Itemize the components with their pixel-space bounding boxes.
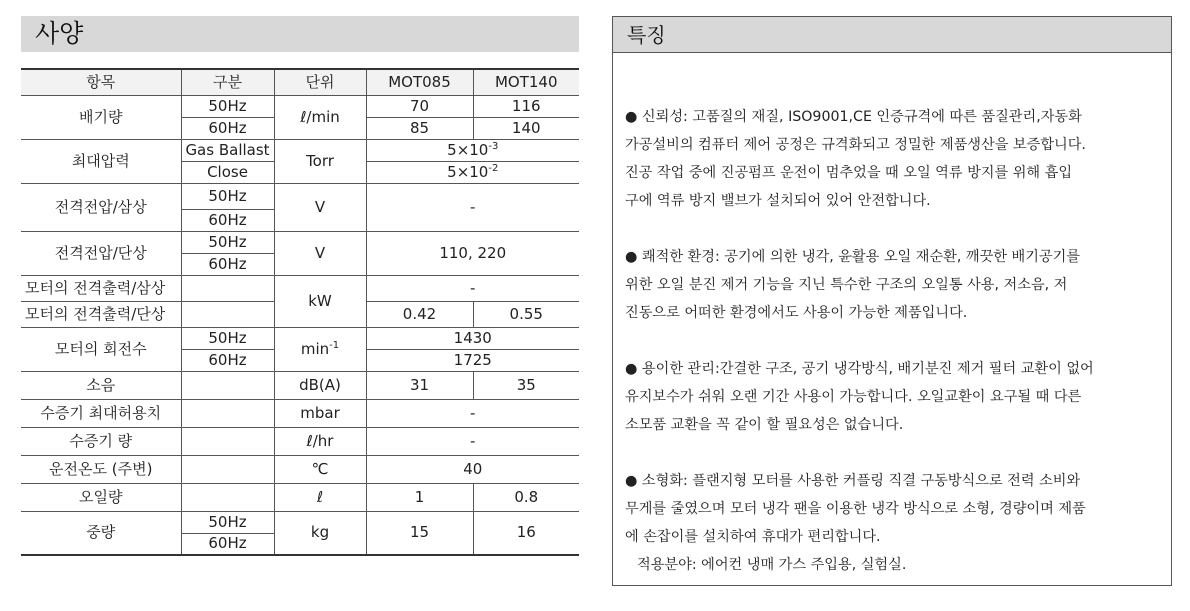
row-label-temperature: 운전온도 (주변) xyxy=(21,455,181,483)
unit-cell: Torr xyxy=(274,139,366,183)
feature-line: 소형화: 플랜지형 모터를 사용한 커플링 직결 구동방식으로 전력 소비와 xyxy=(641,473,1081,489)
value-cell: 31 xyxy=(366,371,473,399)
feature-item-compact xyxy=(625,467,1161,551)
feature-item-reliability xyxy=(625,103,1161,215)
value-cell: 1430 xyxy=(366,327,579,349)
table-row xyxy=(21,139,579,161)
row-label-vapor-max: 수증기 최대허용치 xyxy=(21,399,181,427)
row-label-noise: 소음 xyxy=(21,371,181,399)
table-row xyxy=(21,275,579,301)
feature-line: 가공설비의 컴퓨터 제어 공정은 규격화되고 정밀한 제품생산을 보증합니다. xyxy=(625,137,1086,153)
value-cell: 1 xyxy=(366,483,473,511)
unit-cell: ℓ/hr xyxy=(274,427,366,455)
table-row xyxy=(21,371,579,399)
freq-cell: 60Hz xyxy=(181,349,274,371)
value-cell: 110, 220 xyxy=(366,231,579,275)
header-unit: 단위 xyxy=(274,69,366,95)
table-header-row xyxy=(21,69,579,95)
freq-cell: 60Hz xyxy=(181,253,274,275)
feature-line: 에 손잡이를 설치하여 휴대가 편리합니다. xyxy=(625,529,881,545)
row-label-voltage-1ph: 전격전압/단상 xyxy=(21,231,181,275)
feature-line: 구에 역류 방지 밸브가 설치되어 있어 안전합니다. xyxy=(625,193,931,209)
table-row xyxy=(21,95,579,117)
value-cell: 0.55 xyxy=(473,301,579,327)
table-row xyxy=(21,427,579,455)
unit-cell: kg xyxy=(274,511,366,555)
value-cell: - xyxy=(366,275,579,301)
value-cell: 0.42 xyxy=(366,301,473,327)
row-label-motor-output-1ph: 모터의 전격출력/단상 xyxy=(21,301,181,327)
value-cell: $5\times 10^{-3}$ xyxy=(366,139,579,161)
freq-cell: 50Hz xyxy=(181,231,274,253)
empty-cell xyxy=(181,427,274,455)
table-row xyxy=(21,327,579,349)
freq-cell: 50Hz xyxy=(181,327,274,349)
empty-cell xyxy=(181,371,274,399)
value-cell: 15 xyxy=(366,511,473,555)
unit-cell: V xyxy=(274,183,366,231)
header-mot085: MOT085 xyxy=(366,69,473,95)
empty-cell xyxy=(181,301,274,327)
freq-cell: 60Hz xyxy=(181,209,274,231)
freq-cell: 50Hz xyxy=(181,511,274,533)
features-panel xyxy=(612,16,1172,586)
value-cell: $5\times 10^{-2}$ xyxy=(366,161,579,183)
value-cell: 16 xyxy=(473,511,579,555)
spec-title: 사양 xyxy=(21,16,579,52)
bullet-icon: ● xyxy=(625,249,638,265)
value-cell: 116 xyxy=(473,95,579,117)
unit-cell: mbar xyxy=(274,399,366,427)
application-line: 적용분야: 에어컨 냉매 가스 주입용, 실험실. xyxy=(637,557,907,573)
row-label-rotation: 모터의 회전수 xyxy=(21,327,181,371)
freq-cell: 60Hz xyxy=(181,117,274,139)
row-label-motor-output-3ph: 모터의 전격출력/삼상 xyxy=(21,275,181,301)
feature-line: 용이한 관리:간결한 구조, 공기 냉각방식, 배기분진 제거 필터 교환이 없어 xyxy=(641,361,1094,377)
feature-line: 신뢰성: 고품질의 재질, ISO9001,CE 인증규격에 따른 품질관리,자동화 xyxy=(641,109,1082,125)
table-row xyxy=(21,399,579,427)
feature-line: 진공 작업 중에 진공펌프 운전이 멈추었을 때 오일 역류 방지를 위해 흡입 xyxy=(625,165,1073,181)
feature-line: 쾌적한 환경: 공기에 의한 냉각, 윤활용 오일 재순환, 깨끗한 배기공기를 xyxy=(641,249,1081,265)
row-label-displacement: 배기량 xyxy=(21,95,181,139)
table-row xyxy=(21,455,579,483)
feature-line: 위한 오일 분진 제거 기능을 지닌 특수한 구조의 오일통 사용, 저소음, 저 xyxy=(625,277,1068,293)
feature-item-maintenance xyxy=(625,355,1161,439)
features-title: 특징 xyxy=(613,17,1171,53)
value-cell: 1725 xyxy=(366,349,579,371)
feature-line: 무게를 줄였으며 모터 냉각 팬을 이용한 냉각 방식으로 소형, 경량이며 제품 xyxy=(625,501,1086,517)
unit-cell: V xyxy=(274,231,366,275)
feature-line: 진동으로 어떠한 환경에서도 사용이 가능한 제품입니다. xyxy=(625,305,968,321)
header-mot140: MOT140 xyxy=(473,69,579,95)
value-cell: 0.8 xyxy=(473,483,579,511)
freq-cell: 50Hz xyxy=(181,183,274,209)
row-label-max-pressure: 최대압력 xyxy=(21,139,181,183)
table-row xyxy=(21,183,579,209)
value-cell: 140 xyxy=(473,117,579,139)
category-cell: Gas Ballast xyxy=(181,139,274,161)
unit-cell: dB(A) xyxy=(274,371,366,399)
row-label-weight: 중량 xyxy=(21,511,181,555)
unit-cell: ℓ xyxy=(274,483,366,511)
unit-cell: kW xyxy=(274,275,366,327)
value-cell: - xyxy=(366,399,579,427)
empty-cell xyxy=(181,455,274,483)
value-cell: - xyxy=(366,183,579,231)
feature-line: 소모품 교환을 꼭 같이 할 필요성은 없습니다. xyxy=(625,417,904,433)
unit-cell: ℃ xyxy=(274,455,366,483)
bullet-icon: ● xyxy=(625,361,638,377)
table-row xyxy=(21,511,579,533)
feature-item-environment xyxy=(625,243,1161,327)
bullet-icon: ● xyxy=(625,109,638,125)
unit-cell: ℓ/min xyxy=(274,95,366,139)
table-row xyxy=(21,483,579,511)
spec-table xyxy=(21,68,579,556)
header-item: 항목 xyxy=(21,69,181,95)
unit-cell: $\min^{-1}$ xyxy=(274,327,366,371)
table-row xyxy=(21,231,579,253)
row-label-vapor-amount: 수증기 량 xyxy=(21,427,181,455)
category-cell: Close xyxy=(181,161,274,183)
value-cell: 85 xyxy=(366,117,473,139)
value-cell: 40 xyxy=(366,455,579,483)
bullet-icon: ● xyxy=(625,473,638,489)
row-label-oil: 오일량 xyxy=(21,483,181,511)
feature-line: 유지보수가 쉬워 오랜 기간 사용이 가능합니다. 오일교환이 요구될 때 다른 xyxy=(625,389,1082,405)
features-body xyxy=(613,53,1171,579)
row-label-voltage-3ph: 전격전압/삼상 xyxy=(21,183,181,231)
empty-cell xyxy=(181,275,274,301)
value-cell: - xyxy=(366,427,579,455)
empty-cell xyxy=(181,399,274,427)
freq-cell: 60Hz xyxy=(181,533,274,555)
value-cell: 70 xyxy=(366,95,473,117)
empty-cell xyxy=(181,483,274,511)
freq-cell: 50Hz xyxy=(181,95,274,117)
value-cell: 35 xyxy=(473,371,579,399)
header-category: 구분 xyxy=(181,69,274,95)
